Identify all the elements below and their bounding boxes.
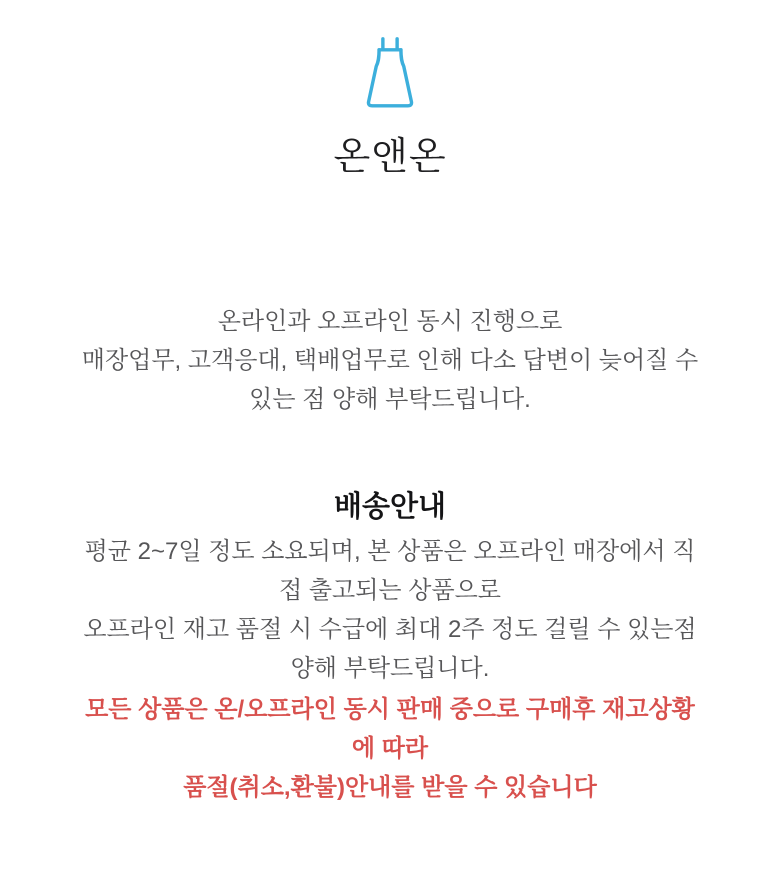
intro-line: 온라인과 오프라인 동시 진행으로 [217, 308, 563, 335]
intro-paragraph [0, 302, 780, 419]
warning-line: 에 따라 [351, 735, 429, 762]
intro-line: 있는 점 양해 부탁드립니다. [249, 386, 531, 413]
warning-line: 모든 상품은 온/오프라인 동시 판매 중으로 구매후 재고상황 [85, 696, 695, 723]
shipping-line: 평균 2~7일 정도 소요되며, 본 상품은 오프라인 매장에서 직 [84, 538, 696, 565]
stock-warning-paragraph [0, 690, 780, 807]
warning-line: 품절(취소,환불)안내를 받을 수 있습니다 [183, 774, 597, 801]
dress-body [368, 50, 411, 106]
shipping-heading: 배송안내 [333, 491, 447, 523]
brand-title: 온앤온 [333, 136, 447, 178]
shipping-paragraph [0, 532, 780, 688]
shipping-line: 접 출고되는 상품으로 [279, 577, 501, 604]
dress-icon [361, 36, 419, 112]
shipping-line: 오프라인 재고 품절 시 수급에 최대 2주 정도 걸릴 수 있는점 [83, 616, 697, 643]
intro-line: 매장업무, 고객응대, 택배업무로 인해 다소 답변이 늦어질 수 [81, 347, 699, 374]
shipping-line: 양해 부탁드립니다. [290, 655, 490, 682]
